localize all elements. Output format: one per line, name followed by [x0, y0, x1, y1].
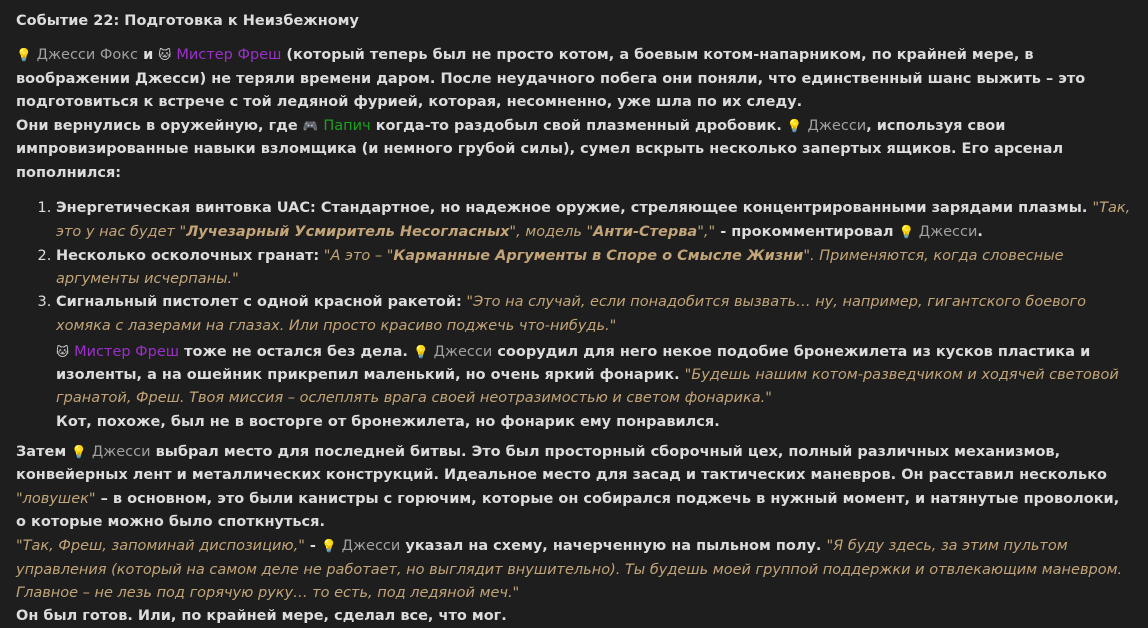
mention-jessie[interactable]: Джесси [433, 343, 493, 360]
quote-emphasis: Карманные Аргументы в Споре о Смысле Жизни [393, 247, 804, 264]
text-fragment: Затем [16, 444, 72, 461]
lightbulb-icon: 💡 [16, 47, 32, 63]
text-fragment: - [304, 538, 321, 555]
lightbulb-icon: 💡 [412, 343, 429, 359]
paragraph-battlefield [16, 440, 1132, 534]
paragraph-fresh-gear [56, 340, 1132, 411]
item-label: Сигнальный пистолет с одной красной ракетой: [56, 294, 462, 311]
text-fragment: - прокомментировал [715, 224, 899, 241]
text-fragment: когда-то раздобыл свой плазменный дробовик. [370, 118, 787, 135]
mention-mister-fresh[interactable]: Мистер Фреш [176, 47, 282, 64]
cat-icon: 🐱 [56, 343, 70, 359]
text-fragment: ". Применяются, когда словесные аргументы исчерпаны." [56, 247, 1064, 287]
text-fragment: указал на схему, начерченную на пыльном полу. [400, 538, 827, 555]
mention-jessie[interactable]: Джесси [918, 224, 978, 241]
arsenal-list [16, 197, 1132, 338]
lightbulb-icon: 💡 [71, 444, 87, 460]
mention-mister-fresh[interactable]: Мистер Фреш [74, 343, 180, 360]
mention-jessie[interactable]: Джесси [341, 538, 401, 555]
text-fragment: – в основном, это были канистры с горючим, которые он собирался поджечь в нужный момент, и натянутые проволоки, о которые можно было споткнуться. [16, 490, 1120, 530]
text-fragment: и [138, 47, 159, 64]
quote: "Будешь нашим котом-разведчиком и ходячей световой гранатой, Фреш. Твоя миссия – ослеплять врага своей неотразимостью и светом фонарика." [56, 367, 1119, 407]
paragraph-intro [16, 43, 1132, 114]
paragraph-cat-reaction: Кот, похоже, был не в восторге от бронежилета, но фонарик ему понравился. [56, 413, 720, 430]
cat-icon: 🐱 [158, 47, 172, 63]
item-label: Энергетическая винтовка UAC: [56, 200, 316, 217]
quote: "Это на случай, если понадобится вызвать… ну, например, гигантского боевого хомяка с лазерами на глазах. Или просто красиво поджечь что-нибудь." [56, 294, 1087, 334]
mention-jessie[interactable]: Джесси [807, 118, 867, 135]
list-item: 1. Энергетическая винтовка UAC: Стандартное, но надежное оружие, стреляющее концентрированными зарядами плазмы. "Так, это у нас будет "Лучезарный Усмиритель Несогласных", модель "Анти-Стерва"," - прокомментировал 💡 Джесси. [56, 197, 1132, 245]
paragraph-plan [16, 534, 1132, 605]
gamepad-icon: 🎮 [302, 118, 319, 134]
text-fragment: (который теперь был не просто котом, а боевым котом-напарником, по крайней мере, в воображении Джесси) не теряли времени даром. После неудачного побега они поняли, что единственный шанс выжить – это подготовиться к встрече с той ледяной фурией, которая, несомненно, уже шла по их следу. [16, 47, 1086, 110]
quote: "Так, Фреш, запоминай диспозицию," [16, 538, 305, 555]
mention-jessie-fox[interactable]: Джесси Фокс [36, 47, 139, 64]
text-fragment: Стандартное, но надежное оружие, стреляющее концентрированными зарядами плазмы. [315, 200, 1093, 217]
text-fragment: "А это – " [319, 247, 394, 264]
text-fragment: соорудил для него некое подобие бронежилета из кусков пластика и изоленты, а на ошейник прикрепил маленький, но очень яркий фонарик. [56, 343, 1091, 384]
item-label: Несколько осколочных гранат: [56, 247, 320, 264]
text-fragment: "," [697, 224, 716, 241]
quote-emphasis: Лучезарный Усмиритель Несогласных [186, 224, 510, 241]
event-title: Событие 22: Подготовка к Неизбежному [16, 13, 359, 29]
text-fragment: "Так, это у нас будет " [56, 200, 1131, 241]
list-item [56, 245, 1132, 292]
quote-emphasis: Анти-Стерва [593, 224, 698, 241]
paragraph-conclusion: Он был готов. Или, по крайней мере, сделал все, что мог. [16, 608, 507, 625]
mention-papich[interactable]: Папич [323, 118, 371, 135]
quote: "ловушек" [16, 490, 96, 507]
lightbulb-icon: 💡 [898, 224, 915, 240]
text-fragment: Они вернулись в оружейную, где [16, 118, 303, 135]
lightbulb-icon: 💡 [786, 118, 803, 134]
text-fragment: тоже не остался без дела. [179, 343, 413, 360]
list-item [56, 291, 1132, 338]
quote: "Я буду здесь, за этим пультом управления (который на самом деле не работает, но выглядит внушительно). Ты будешь моей группой поддержки и отвлекающим маневром. Главное – не лезь под горячую руку… то есть, под ледяной меч." [16, 538, 1123, 601]
lightbulb-icon: 💡 [321, 538, 337, 554]
text-fragment: , используя свои импровизированные навыки взломщика (и немного грубой силы), сумел вскрыть несколько запертых ящиков. Его арсенал пополнился: [16, 118, 1064, 181]
text-fragment: выбрал место для последней битвы. Это был просторный сборочный цех, полный различных механизмов, конвейерных лент и металлических конструкций. Идеальное место для засад и тактических маневров. Он расставил несколько [16, 444, 1108, 484]
mention-jessie[interactable]: Джесси [91, 444, 151, 461]
text-fragment: ", модель " [509, 224, 594, 241]
paragraph-armory [16, 114, 1132, 185]
